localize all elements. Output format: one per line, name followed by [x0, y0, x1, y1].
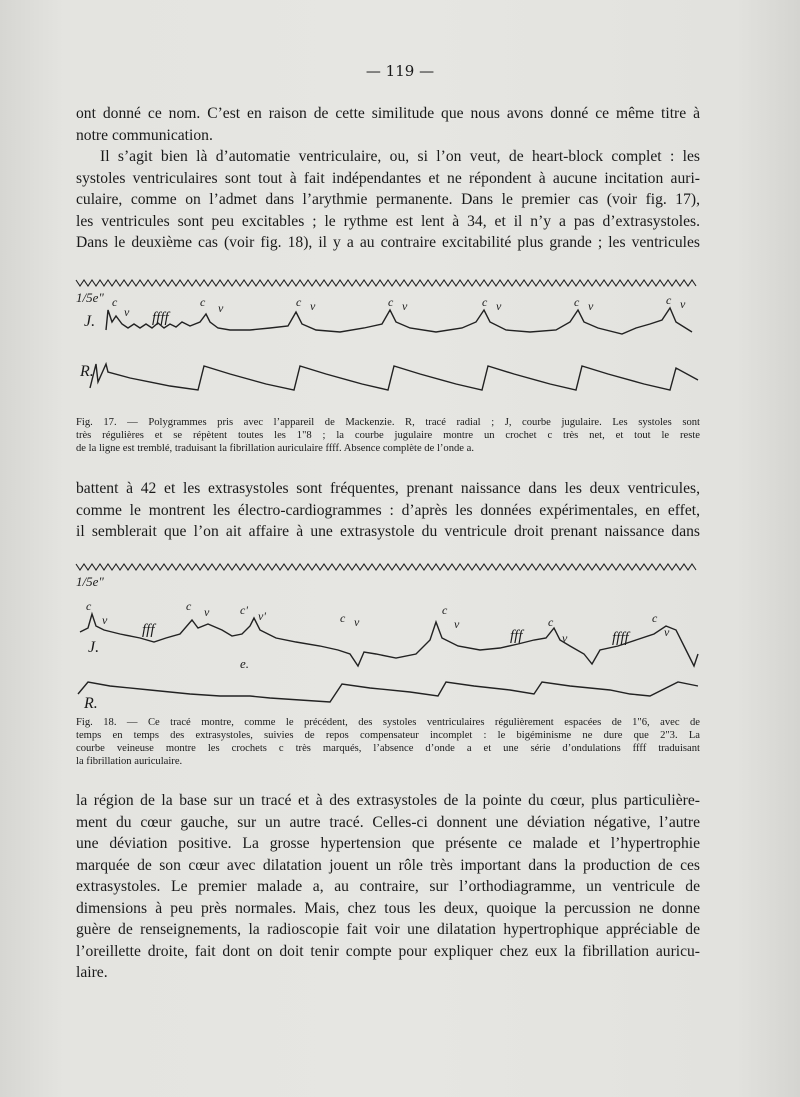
v-wave-label: v: [354, 615, 360, 629]
text-line: culaire, comme on l’admet dans l’arythmie permanente. Dans le premier cas (voir fig. 17),: [76, 191, 700, 208]
text-line: Dans le deuxième cas (voir fig. 18), il y a au contraire excitabilité plus grande ; les ventricules: [76, 234, 700, 251]
v-wave-label: v: [218, 301, 224, 315]
jugular-label: J.: [88, 639, 100, 656]
time-marker-line: [76, 280, 696, 286]
jugular-label: J.: [84, 313, 96, 330]
c-wave-label: c: [442, 603, 448, 617]
figure-17: [70, 270, 710, 402]
time-marker-line: [76, 564, 696, 570]
paragraph-2: [76, 146, 700, 254]
c-wave-label: c: [548, 615, 554, 629]
text-line: laire.: [76, 964, 108, 981]
v-wave-label: v: [454, 617, 460, 631]
caption-line: courbe veineuse montre les crochets c très marqués, l’absence d’onde a et une série d’ondulations ffff traduisant: [76, 743, 700, 754]
text-line: comme le montrent les électro-cardiogrammes : d’après les données expérimentales, en effet,: [76, 501, 700, 519]
time-label: 1/5e": [76, 574, 104, 589]
c-wave-label: c: [186, 599, 192, 613]
fibrillation-label: fff: [142, 622, 155, 638]
c-wave-label: c: [112, 295, 118, 309]
v-wave-label: v: [680, 297, 686, 311]
fibrillation-label: ffff: [612, 630, 629, 646]
v-wave-label: v: [402, 299, 408, 313]
v-wave-label: v: [204, 605, 210, 619]
text-line: la région de la base sur un tracé et à des extrasystoles de la pointe du cœur, plus particulière-: [76, 792, 700, 809]
text-line: extrasystoles. Le premier malade a, au contraire, sur l’orthodiagramme, un ventricule de: [76, 878, 700, 895]
v-wave-label: v: [496, 299, 502, 313]
text-line: dimensions à peu près normales. Mais, chez tous les deux, quoique la percussion ne donne: [76, 899, 700, 917]
c-wave-label: c: [86, 599, 92, 613]
c-wave-label: c: [652, 611, 658, 625]
text-line: il semblerait que l’on ait affaire à une extrasystole du ventricule droit prenant naissance dans: [76, 523, 700, 540]
text-line: battent à 42 et les extrasystoles sont fréquentes, prenant naissance dans les deux ventricules,: [76, 480, 700, 497]
jugular-curve: [106, 308, 692, 334]
paragraph-3: [76, 478, 700, 543]
text-line: systoles ventriculaires sont tout à fait indépendantes et ne répondent à aucune incitation auri-: [76, 169, 700, 187]
caption-line: de la ligne est tremblé, traduisant la fibrillation auriculaire ffff. Absence complète de l’onde a.: [76, 443, 475, 454]
text-line: Il s’agit bien là d’automatie ventriculaire, ou, si l’on veut, de heart-block complet : les: [100, 148, 700, 165]
v-wave-label: v: [562, 631, 568, 645]
c-wave-label: c: [340, 611, 346, 625]
e-label: e.: [240, 656, 250, 671]
fibrillation-label: fff: [510, 628, 523, 644]
text-line: guère de renseignements, la radioscopie fait voir une dilatation hypertrophique appréciable de: [76, 921, 700, 938]
c-wave-label: c: [666, 293, 672, 307]
page-number: — 119 —: [365, 62, 435, 80]
text-line: notre communication.: [76, 126, 213, 144]
text-line: l’oreillette droite, fait dont on doit tenir compte pour expliquer chez eux la fibrillation auricu-: [76, 942, 700, 960]
c-wave-label: c: [482, 295, 488, 309]
caption-line: Fig. 18. — Ce tracé montre, comme le précédent, des systoles ventriculaires régulièrement espacées de 1"6, avec de: [76, 717, 700, 728]
v-wave-label: v: [102, 613, 108, 627]
c-wave-label: c: [296, 295, 302, 309]
wave-labels: [112, 293, 686, 326]
radial-curve: [90, 364, 698, 390]
wave-labels: [86, 599, 670, 671]
radial-label: R.: [80, 363, 94, 380]
caption-line: la fibrillation auriculaire.: [76, 756, 183, 767]
v-wave-label: v: [124, 305, 130, 319]
c-wave-label: c: [388, 295, 394, 309]
radial-curve: [78, 682, 698, 702]
text-line: marquée de son cœur avec dilatation jouent un rôle très important dans la production de ces: [76, 856, 700, 874]
text-line: ment du cœur gauche, sur un autre tracé. Celles-ci donnent une déviation négative, l’autre: [76, 813, 700, 831]
caption-line: temps en temps des extrasystoles, suivies de repos compensateur incomplet : le bigéminisme ne dure que 2"3. La: [76, 730, 700, 741]
v-wave-label: v: [310, 299, 316, 313]
c-wave-label: c: [574, 295, 580, 309]
paragraph-4: [76, 790, 700, 984]
v-wave-label: v: [588, 299, 594, 313]
v-prime-label: v': [258, 609, 266, 623]
caption-line: Fig. 17. — Polygrammes pris avec l’appareil de Mackenzie. R, tracé radial ; J, courbe jugulaire. Les systoles sont: [76, 417, 700, 428]
time-label: 1/5e": [76, 290, 104, 305]
figure-18-tracing: [70, 554, 710, 712]
fibrillation-label: ffff: [152, 310, 169, 326]
figure-17-tracing: [70, 270, 710, 402]
figure-18-caption: [76, 716, 700, 768]
figure-17-caption: [76, 416, 700, 455]
jugular-curve: [80, 614, 698, 666]
c-prime-label: c': [240, 603, 248, 617]
figure-18: [70, 554, 710, 712]
text-line: ont donné ce nom. C’est en raison de cette similitude que nous avons donné ce même titre à: [76, 105, 700, 122]
text-line: les ventricules sont peu excitables ; le rythme est lent à 34, et il n’y a pas d’extrasystoles.: [76, 212, 700, 230]
caption-line: très régulières et se répètent toutes les 1"8 ; la courbe jugulaire montre un crochet c très net, et tout le reste: [76, 430, 700, 441]
c-wave-label: c: [200, 295, 206, 309]
paragraph-1: [76, 103, 700, 146]
radial-label: R.: [84, 695, 98, 712]
text-line: une déviation positive. La grosse hypertension que présente ce malade et l’hypertrophie: [76, 835, 700, 852]
v-wave-label: v: [664, 625, 670, 639]
